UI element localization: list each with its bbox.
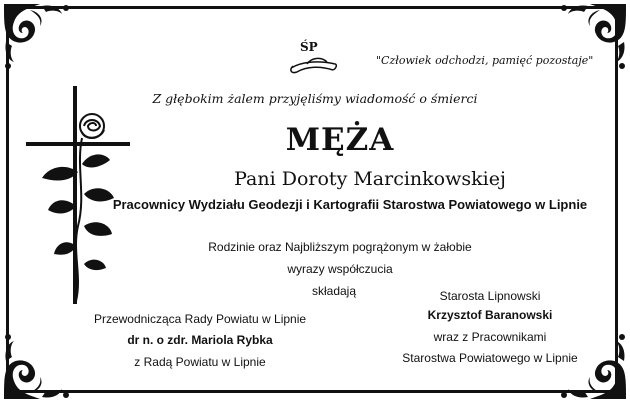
department-line: Pracownicy Wydziału Geodezji i Kartografii Starostwa Powiatowego w Lipnie [112, 197, 588, 212]
condolence-line-2: wyrazy współczucia [287, 262, 393, 276]
deceased-relative-name: Pani Doroty Marcinkowskiej [234, 168, 506, 190]
logo-text: ŚP [300, 40, 318, 54]
condolence-line-3: składają [311, 284, 357, 298]
right-signatory-with: wraz z Pracownikami [433, 330, 547, 344]
right-signatory-org: Starostwa Powiatowego w Lipnie [402, 351, 578, 365]
cross-with-rose-icon [26, 86, 134, 306]
corner-ornament-icon [0, 0, 96, 96]
corner-ornament-icon [534, 0, 630, 96]
condolence-line-1: Rodzinie oraz Najbliższym pogrążonym w żałobie [208, 240, 472, 254]
relation-heading: MĘŻA [285, 122, 395, 158]
left-signatory-with: z Radą Powiatu w Lipnie [134, 355, 266, 369]
left-signatory-name: dr n. o zdr. Mariola Rybka [127, 333, 273, 347]
intro-text: Z głębokim żalem przyjęliśmy wiadomość o śmierci [152, 91, 478, 106]
right-signatory-title: Starosta Lipnowski [439, 289, 541, 303]
left-signatory-title: Przewodnicząca Rady Powiatu w Lipnie [93, 312, 307, 326]
motto: "Człowiek odchodzi, pamięć pozostaje" [376, 54, 594, 67]
right-signatory-name: Krzysztof Baranowski [427, 308, 553, 322]
